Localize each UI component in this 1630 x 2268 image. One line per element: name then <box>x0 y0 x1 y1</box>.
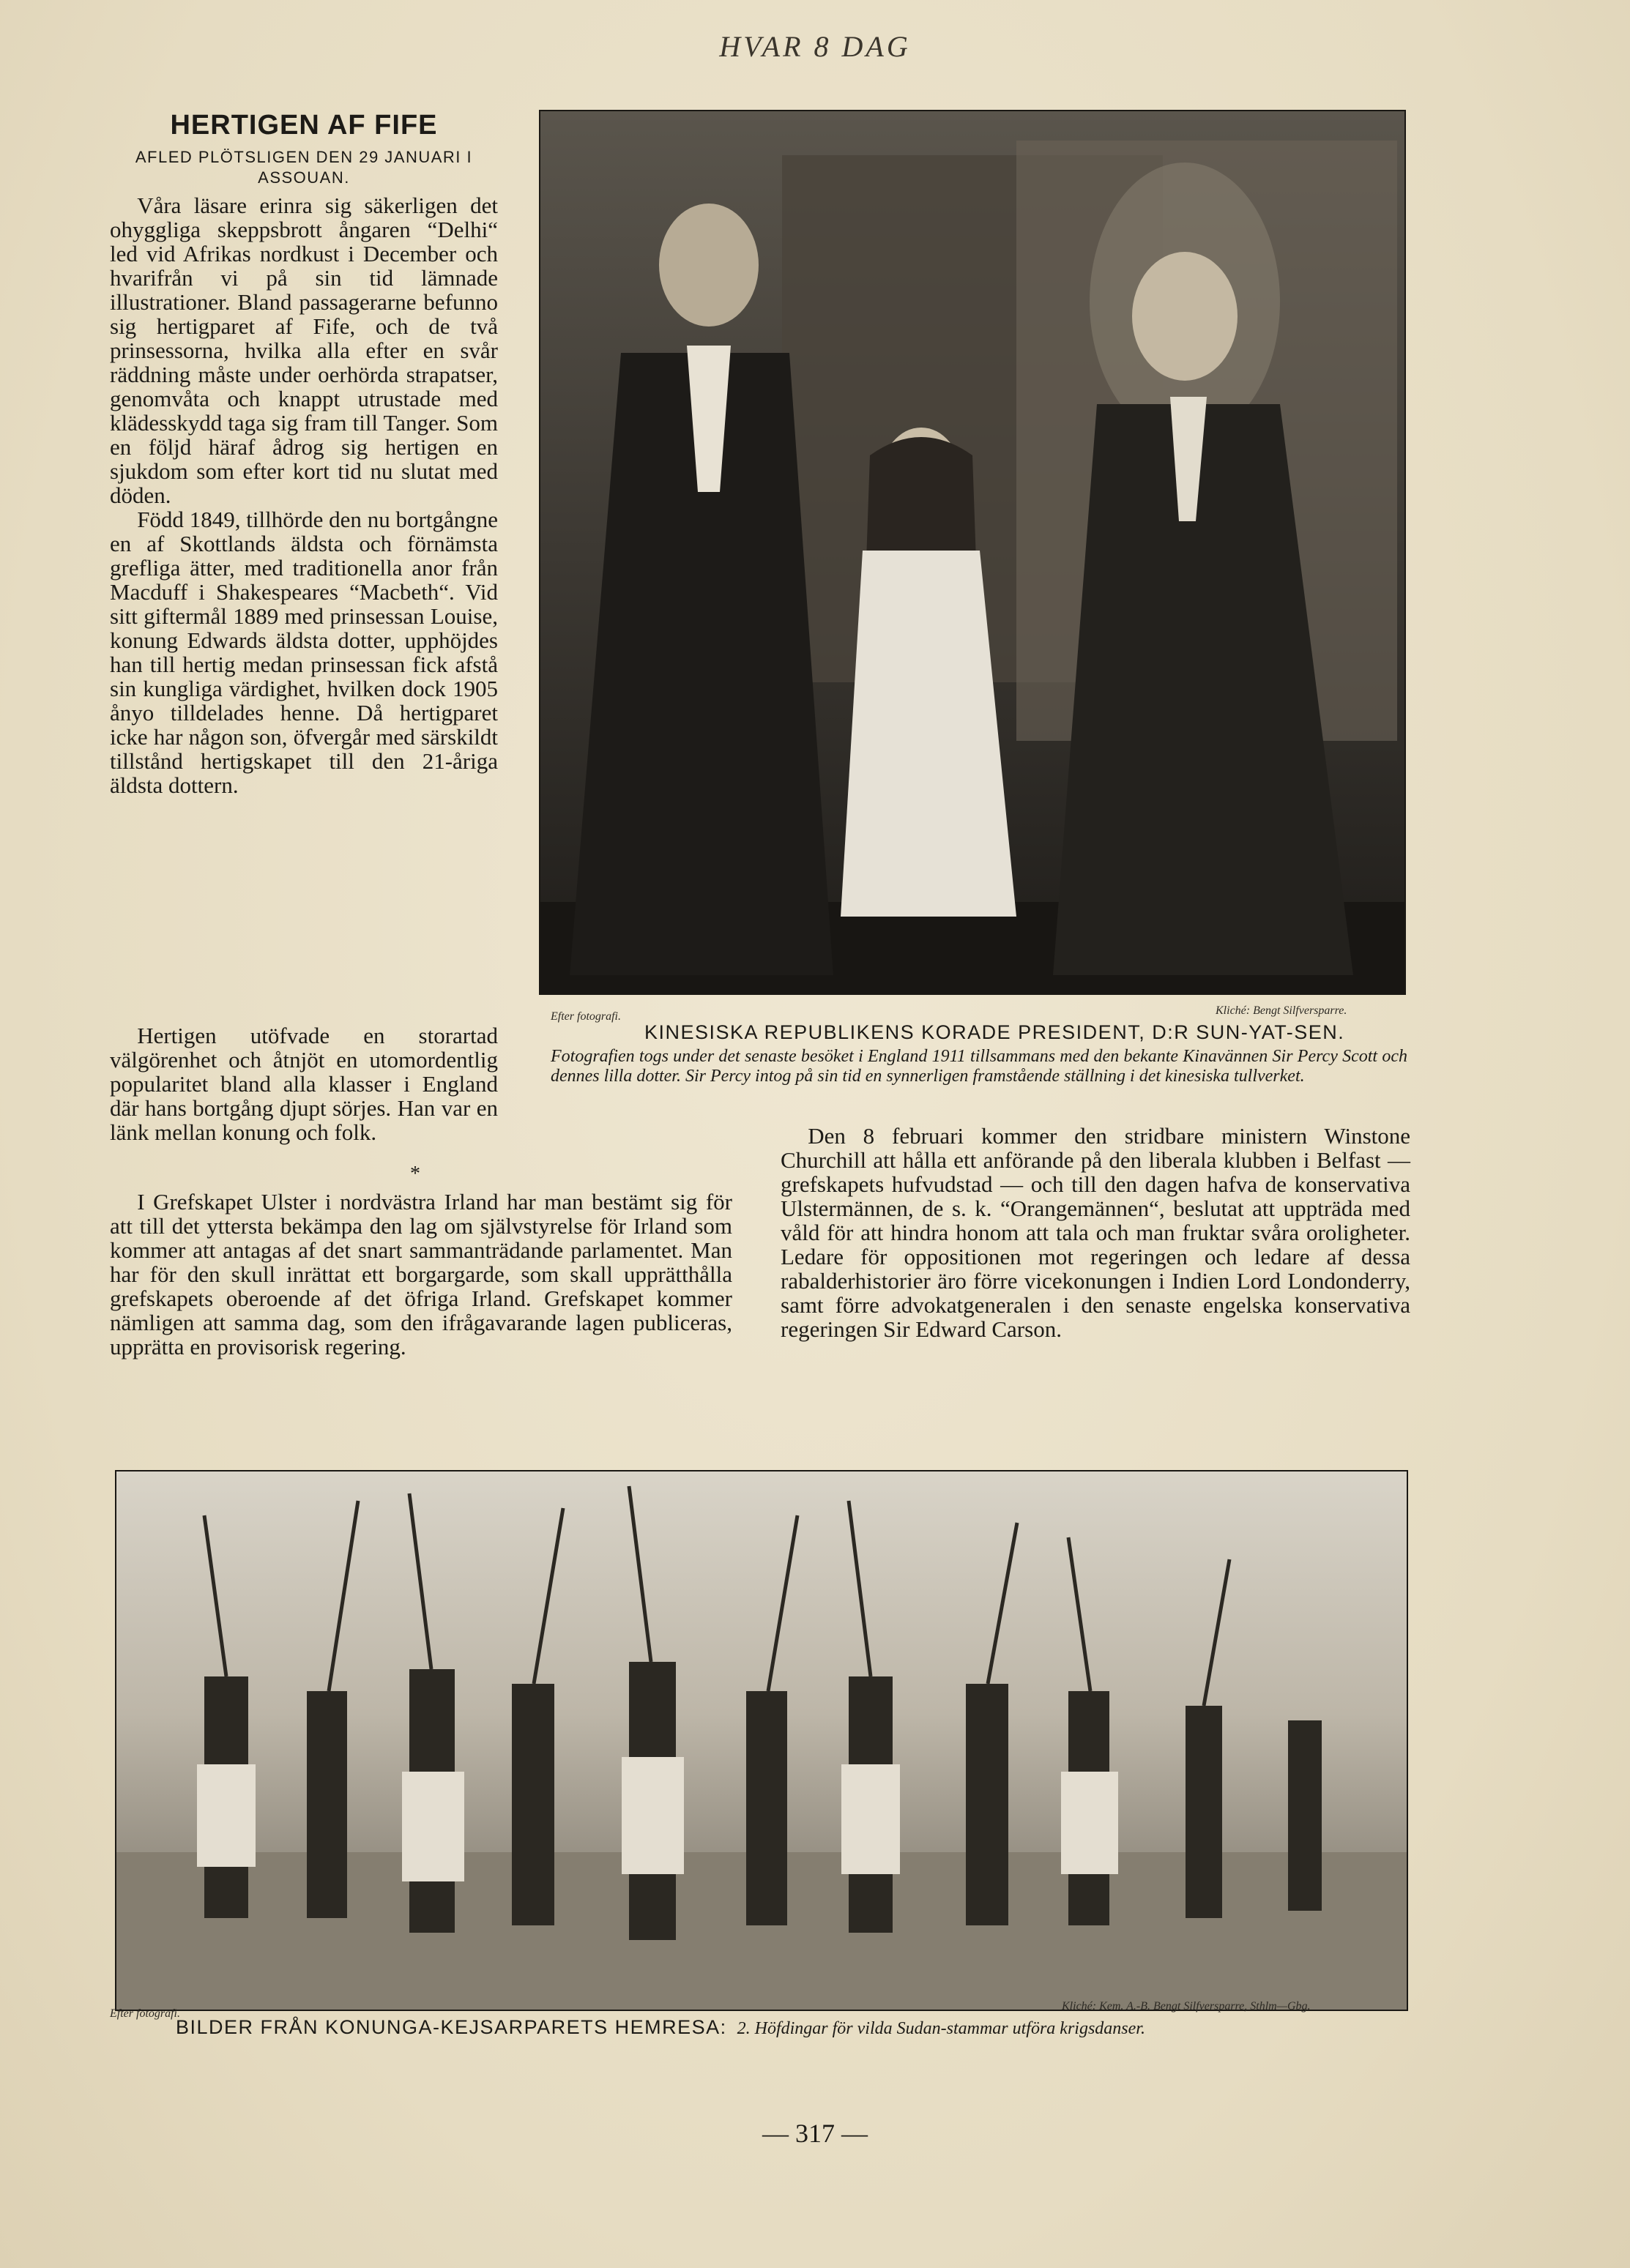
article-subhead: AFLED PLÖTSLIGEN DEN 29 JANUARI I ASSOUAN. <box>135 148 473 187</box>
article-paragraph-continued <box>110 1023 498 1144</box>
photo-dance-illustration <box>116 1471 1407 2010</box>
photo-portrait-illustration <box>540 111 1404 993</box>
article-paragraph: Våra läsare erinra sig säkerligen det ohyggliga skeppsbrott ångaren “Delhi“ led vid Afrikas nordkust i December och hvarifrån vi på sin tid lämnade illustrationer. Bland passagerarne befunno sig hertigparet af Fife, och de två prinsessorna, hvilka alla efter en svår räddning måste under oerhörda strapatser, genomvåta och knappt utrustade med klädesskydd taga sig fram till Tanger. Som en följd häraf ådrog sig hertigen en sjukdom som efter kort tid nu slutat med döden. <box>110 193 498 508</box>
page-number: — 317 — <box>762 2119 868 2148</box>
photo-credit-right: Kliché: Bengt Silfversparre. <box>1216 1004 1347 1017</box>
article-ulster <box>110 1190 732 1359</box>
article-churchill <box>781 1124 1410 1341</box>
article-paragraph: I Grefskapet Ulster i nordvästra Irland har man bestämt sig för att till det yttersta bekämpa den lag om självstyrelse för Irland som kommer att antagas af det snart sammanträdande parlamentet. Man har för den skull inrättat ett borgargarde, som skall upprätthålla grefskapets oberoende af det öfriga Irland. Grefskapet kommer nämligen att samma dag, som den ifrågavarande lagen publiceras, upprätta en provisorisk regering. <box>110 1189 732 1359</box>
article-fife <box>110 110 498 797</box>
photo-caption-title: KINESISKA REPUBLIKENS KORADE PRESIDENT, D:R SUN-YAT-SEN. <box>644 1021 1345 1043</box>
photo-credit-right: Kliché: Kem. A.-B. Bengt Silfversparre, Sthlm—Gbg. <box>1062 2000 1311 2013</box>
photo-caption <box>176 2016 1421 2039</box>
photo-caption-text: 2. Höfdingar för vilda Sudan-stammar utföra krigsdanser. <box>737 2019 1145 2038</box>
photo-credit-left: Efter fotografi. <box>110 2007 180 2020</box>
article-paragraph: Född 1849, tillhörde den nu bortgångne en af Skottlands äldsta och förnämsta grefliga ätter, med traditionella anor från Macduff i Shakespeares “Macbeth“. Vid sitt giftermål 1889 med prinsessan Louise, konung Edwards äldsta dotter, upphöjdes han till hertig medan prinsessan fick afstå sin kungliga värdighet, hvilken dock 1905 ånyo tilldelades henne. Då hertigparet icke har någon son, öfvergår med särskildt tillstånd hertigskapet till den 21-åriga äldsta dottern. <box>110 507 498 798</box>
section-separator: * <box>410 1163 420 1185</box>
article-headline: HERTIGEN AF FIFE <box>170 110 438 141</box>
article-paragraph: Den 8 februari kommer den stridbare ministern Winstone Churchill att hålla ett anförande på den liberala klubben i Belfast — grefskapets hufvudstad — och till den dagen hafva de konservativa Ulstermännen, de s. k. “Orangemännen“, beslutat att uppträda med våld för att hindra honom att tala och man fruktar svåra oroligheter. Ledare för oppositionen mot regeringen och ledare af dessa rabalderhistorier äro förre vicekonungen i Indien Lord Londonderry, samt förre advokatgeneralen i den senaste engelska konservativa regeringen Sir Edward Carson. <box>781 1123 1410 1342</box>
photo-caption-title: BILDER FRÅN KONUNGA-KEJSARPARETS HEMRESA: <box>176 2016 727 2038</box>
photo-sun-yat-sen <box>539 110 1406 995</box>
article-body <box>110 193 498 797</box>
article-paragraph: Hertigen utöfvade en storartad välgörenhet och åtnjöt en utomordentlig popularitet bland alla klasser i England där hans bortgång djupt sörjes. Han var en länk mellan konung och folk. <box>110 1023 498 1145</box>
photo-caption-text: Fotografien togs under det senaste besöket i England 1911 tillsammans med den bekante Kinavännen Sir Percy Scott och dennes lilla dotter. Sir Percy intog på sin tid en synnerligen framstående ställning i det kinesiska tullverket. <box>551 1047 1407 1086</box>
photo-sudan-dancers <box>115 1470 1408 2011</box>
running-head: HVAR 8 DAG <box>719 30 911 63</box>
photo-credit-left: Efter fotografi. <box>551 1010 621 1023</box>
